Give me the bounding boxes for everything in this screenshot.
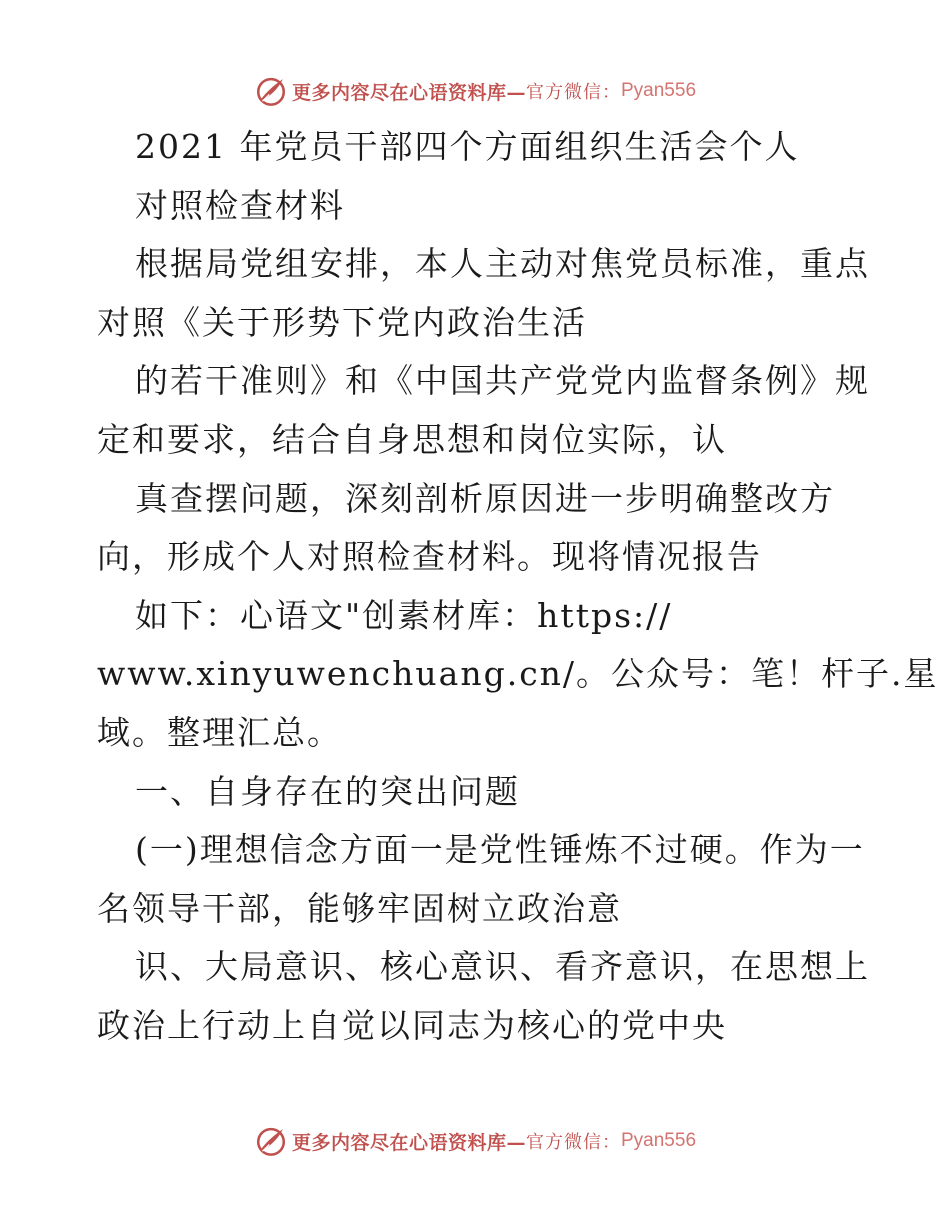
doc-paragraph-line: 如下：心语文"创素材库：https:// xyxy=(135,595,673,635)
doc-section-heading: 一、自身存在的突出问题 xyxy=(135,771,520,811)
doc-paragraph-line: 向，形成个人对照检查材料。现将情况报告 xyxy=(97,537,762,577)
banner-text: 更多内容尽在心语资料库— xyxy=(291,1131,526,1154)
doc-title-line-2: 对照检查材料 xyxy=(135,185,345,225)
banner-wechat-label: 官方微信： xyxy=(526,1132,621,1153)
doc-title-line-1: 2021 年党员干部四个方面组织生活会个人 xyxy=(135,127,800,166)
banner-wechat-id: Pyan556 xyxy=(621,1130,697,1151)
doc-paragraph-line: 对照《关于形势下党内政治生活 xyxy=(97,302,587,342)
feather-logo-icon xyxy=(254,1124,288,1158)
doc-paragraph-line: 真查摆问题，深刻剖析原因进一步明确整改方 xyxy=(135,478,835,518)
doc-paragraph-line: 的若干准则》和《中国共产党党内监督条例》规 xyxy=(135,361,870,401)
document-body xyxy=(97,118,939,1056)
banner-wechat-id: Pyan556 xyxy=(621,80,697,101)
doc-paragraph-line: 根据局党组安排，本人主动对焦党员标准，重点 xyxy=(135,244,870,284)
doc-paragraph-line: 域。整理汇总。 xyxy=(97,712,342,752)
doc-paragraph-line: 名领导干部，能够牢固树立政治意 xyxy=(97,888,622,928)
doc-paragraph-line: www.xinyuwenchuang.cn/。公众号：笔！杆子.星 xyxy=(97,654,939,694)
doc-paragraph-line: 定和要求，结合自身思想和岗位实际，认 xyxy=(97,419,727,459)
banner-text: 更多内容尽在心语资料库— xyxy=(291,81,526,104)
doc-paragraph-line: (一)理想信念方面一是党性锤炼不过硬。作为一 xyxy=(135,830,865,870)
feather-logo-icon xyxy=(254,74,288,108)
header-watermark-banner xyxy=(0,71,950,111)
footer-watermark-banner xyxy=(0,1121,950,1161)
doc-paragraph-line: 政治上行动上自觉以同志为核心的党中央 xyxy=(97,1005,727,1045)
doc-paragraph-line: 识、大局意识、核心意识、看齐意识，在思想上 xyxy=(135,947,870,987)
banner-wechat-label: 官方微信： xyxy=(526,82,621,103)
